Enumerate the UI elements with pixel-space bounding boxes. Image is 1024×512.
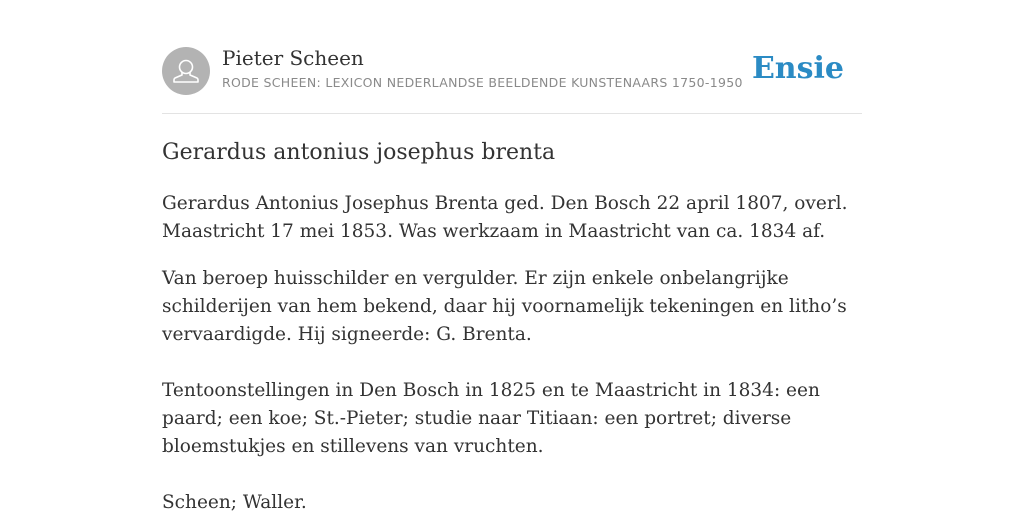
paragraph: Scheen; Waller. (162, 492, 307, 512)
paragraph: Tentoonstellingen in Den Bosch in 1825 en te Maastricht in 1834: een paard; een koe; St.-Pieter; studie naar Titiaan: een portret; diverse bloemstukjes en stillevens van vruchten. (162, 380, 820, 457)
paragraph: Gerardus Antonius Josephus Brenta ged. Den Bosch 22 april 1807, overl. Maastricht 17 mei 1853. Was werkzaam in Maastricht van ca. 1834 af. (162, 193, 848, 242)
paragraph: Van beroep huisschilder en vergulder. Er zijn enkele onbelangrijke schilderijen van hem bekend, daar hij voornamelijk tekeningen en litho’s vervaardigde. Hij signeerde: G. Brenta. (162, 268, 847, 345)
article-body (162, 190, 862, 512)
user-avatar-icon[interactable] (162, 47, 210, 95)
paragraph-gap (162, 349, 862, 377)
header-divider (162, 113, 862, 114)
article-header (162, 46, 862, 96)
author-name[interactable]: Pieter Scheen (222, 46, 364, 70)
source-title[interactable]: RODE SCHEEN: LEXICON NEDERLANDSE BEELDENDE KUNSTENAARS 1750-1950 (222, 75, 743, 90)
paragraph-gap (162, 461, 862, 489)
article-title: Gerardus antonius josephus brenta (162, 140, 556, 165)
ensie-logo[interactable]: Ensie (751, 51, 844, 86)
